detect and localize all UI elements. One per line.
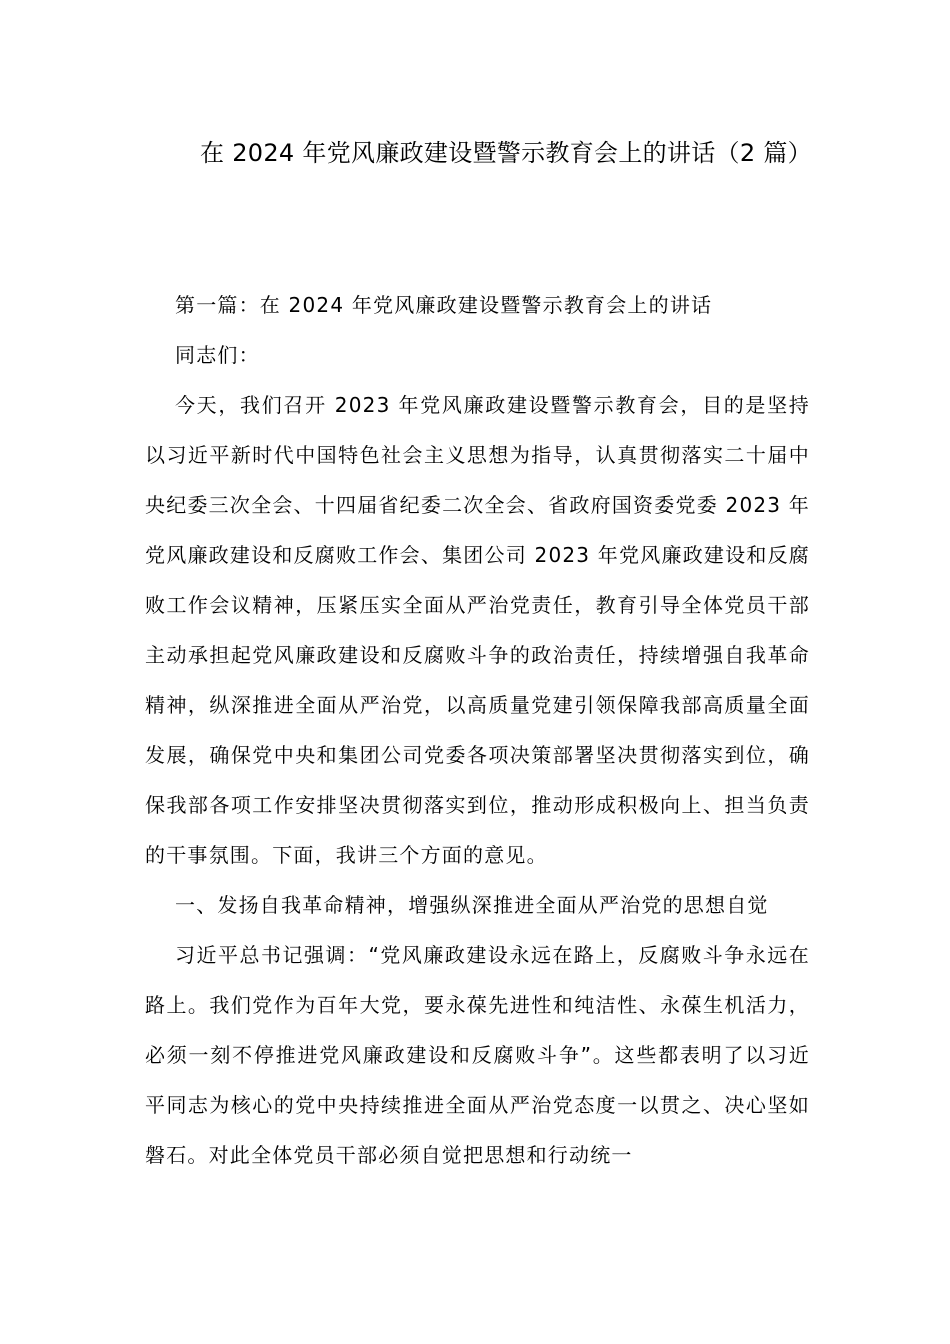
document-body [145, 280, 810, 1180]
paragraph: 习近平总书记强调：“党风廉政建设永远在路上，反腐败斗争永远在路上。我们党作为百年大党，要永葆先进性和纯洁性、永葆生机活力，必须一刻不停推进党风廉政建设和反腐败斗争”。这些都表明了以习近平同志为核心的党中央持续推进全面从严治党态度一以贯之、决心坚如磐石。对此全体党员干部必须自觉把思想和行动统一 [145, 943, 810, 1167]
paragraph: 今天，我们召开 2023 年党风廉政建设暨警示教育会，目的是坚持以习近平新时代中国特色社会主义思想为指导，认真贯彻落实二十届中央纪委三次全会、十四届省纪委二次全会、省政府国资委党委 2023 年党风廉政建设和反腐败工作会、集团公司 2023 年党风廉政建设和反腐败工作会议精神，压紧压实全面从严治党责任，教育引导全体党员干部主动承担起党风廉政建设和反腐败斗争的政治责任，持续增强自我革命精神，纵深推进全面从严治党，以高质量党建引领保障我部高质量全面发展，确保党中央和集团公司党委各项决策部署坚决贯彻落实到位，确保我部各项工作安排坚决贯彻落实到位，推动形成积极向上、担当负责的干事氛围。下面，我讲三个方面的意见。 [145, 393, 810, 867]
greeting: 同志们： [175, 343, 260, 367]
document-title: 在 2024 年党风廉政建设暨警示教育会上的讲话（2 篇） [200, 139, 812, 167]
section-heading: 一、发扬自我革命精神，增强纵深推进全面从严治党的思想自觉 [175, 893, 769, 917]
section-title: 第一篇：在 2024 年党风廉政建设暨警示教育会上的讲话 [175, 293, 713, 317]
